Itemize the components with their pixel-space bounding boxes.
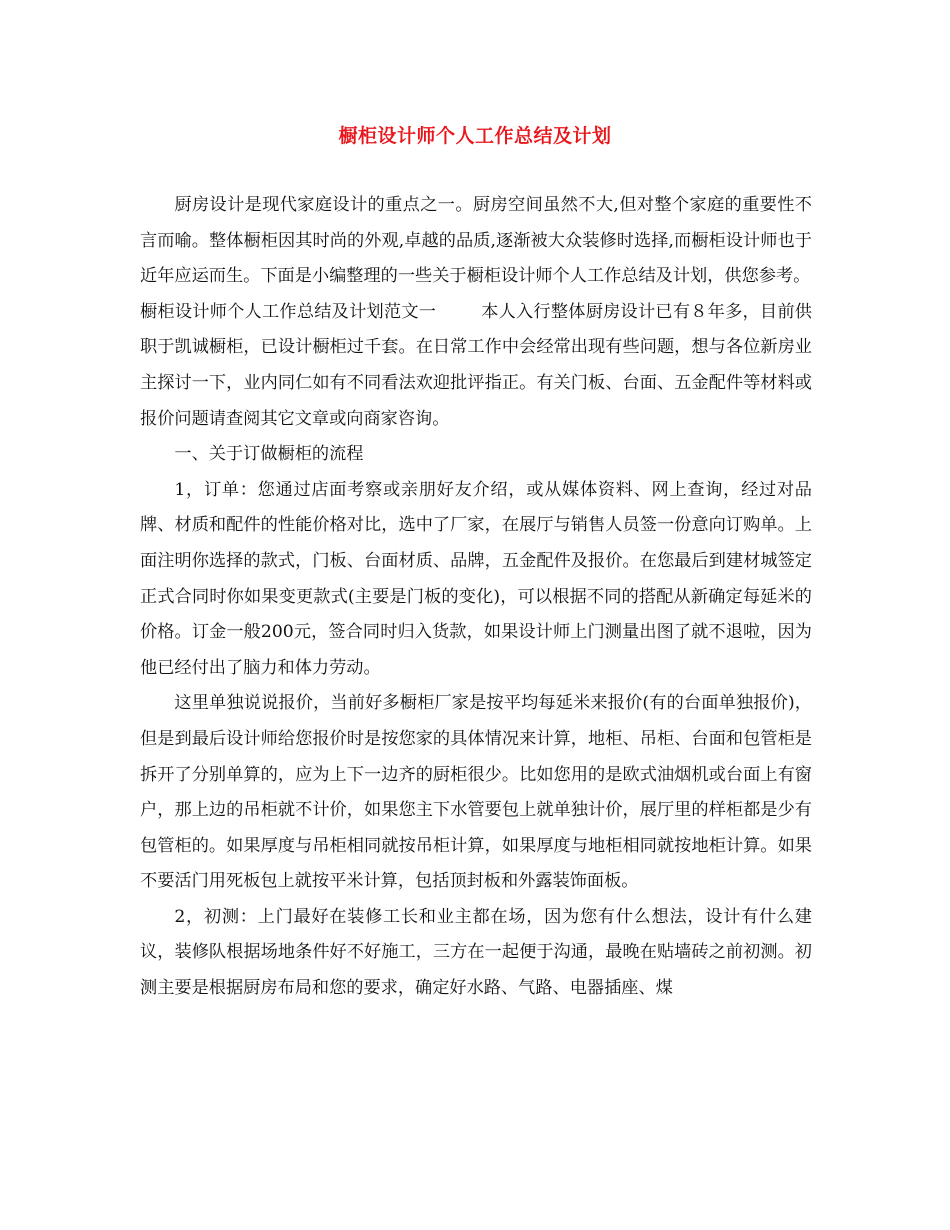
- intro-paragraph: 厨房设计是现代家庭设计的重点之一。厨房空间虽然不大,但对整个家庭的重要性不言而喻。整体橱柜因其时尚的外观,卓越的品质,逐渐被大众装修时选择,而橱柜设计师也于近年应运而生。下面是小编整理的一些关于橱柜设计师个人工作总结及计划，供您参考。: [140, 195, 812, 287]
- sample-heading: 橱柜设计师个人工作总结及计划范文一: [140, 301, 437, 322]
- document-title: 橱柜设计师个人工作总结及计划: [338, 125, 612, 147]
- document-body: [140, 188, 812, 1007]
- pricing-paragraph: 这里单独说说报价，当前好多橱柜厂家是按平均每延米来报价(有的台面单独报价)，但是到最后设计师给您报价时是按您家的具体情况来计算，地柜、吊柜、台面和包管柜是拆开了分别单算的，应为上下一边齐的厨柜很少。比如您用的是欧式油烟机或台面上有窗户，那上边的吊柜就不计价，如果您主下水管要包上就单独计价，展厅里的样柜都是少有包管柜的。如果厚度与吊柜相同就按吊柜计算，如果厚度与地柜相同就按地柜计算。如果不要活门用死板包上就按平米计算，包括顶封板和外露装饰面板。: [140, 693, 812, 892]
- sample-text: 本人入行整体厨房设计已有８年多，目前供职于凯诚橱柜，已设计橱柜过千套。在日常工作中会经常出现有些问题，想与各位新房业主探讨一下，业内同仁如有不同看法欢迎批评指正。有关门板、台面、五金配件等材料或报价问题请查阅其它文章或向商家咨询。: [140, 301, 812, 429]
- section-heading: 一、关于订做橱柜的流程: [174, 444, 364, 465]
- sample-paragraph: [140, 295, 812, 437]
- step1-paragraph: 1，订单：您通过店面考察或亲朋好友介绍，或从媒体资料、网上查询，经过对品牌、材质和配件的性能价格对比，选中了厂家，在展厅与销售人员签一份意向订购单。上面注明你选择的款式，门板、台面材质、品牌，五金配件及报价。在您最后到建材城签定正式合同时你如果变更款式(主要是门板的变化)，可以根据不同的搭配从新确定每延米的价格。订金一般200元，签合同时归入货款，如果设计师上门测量出图了就不退啦，因为他已经付出了脑力和体力劳动。: [140, 479, 812, 678]
- step2-paragraph: 2，初测：上门最好在装修工长和业主都在场，因为您有什么想法，设计有什么建议，装修队根据场地条件好不好施工，三方在一起便于沟通，最晚在贴墙砖之前初测。初测主要是根据厨房布局和您的要求，确定好水路、气路、电器插座、煤: [140, 906, 812, 999]
